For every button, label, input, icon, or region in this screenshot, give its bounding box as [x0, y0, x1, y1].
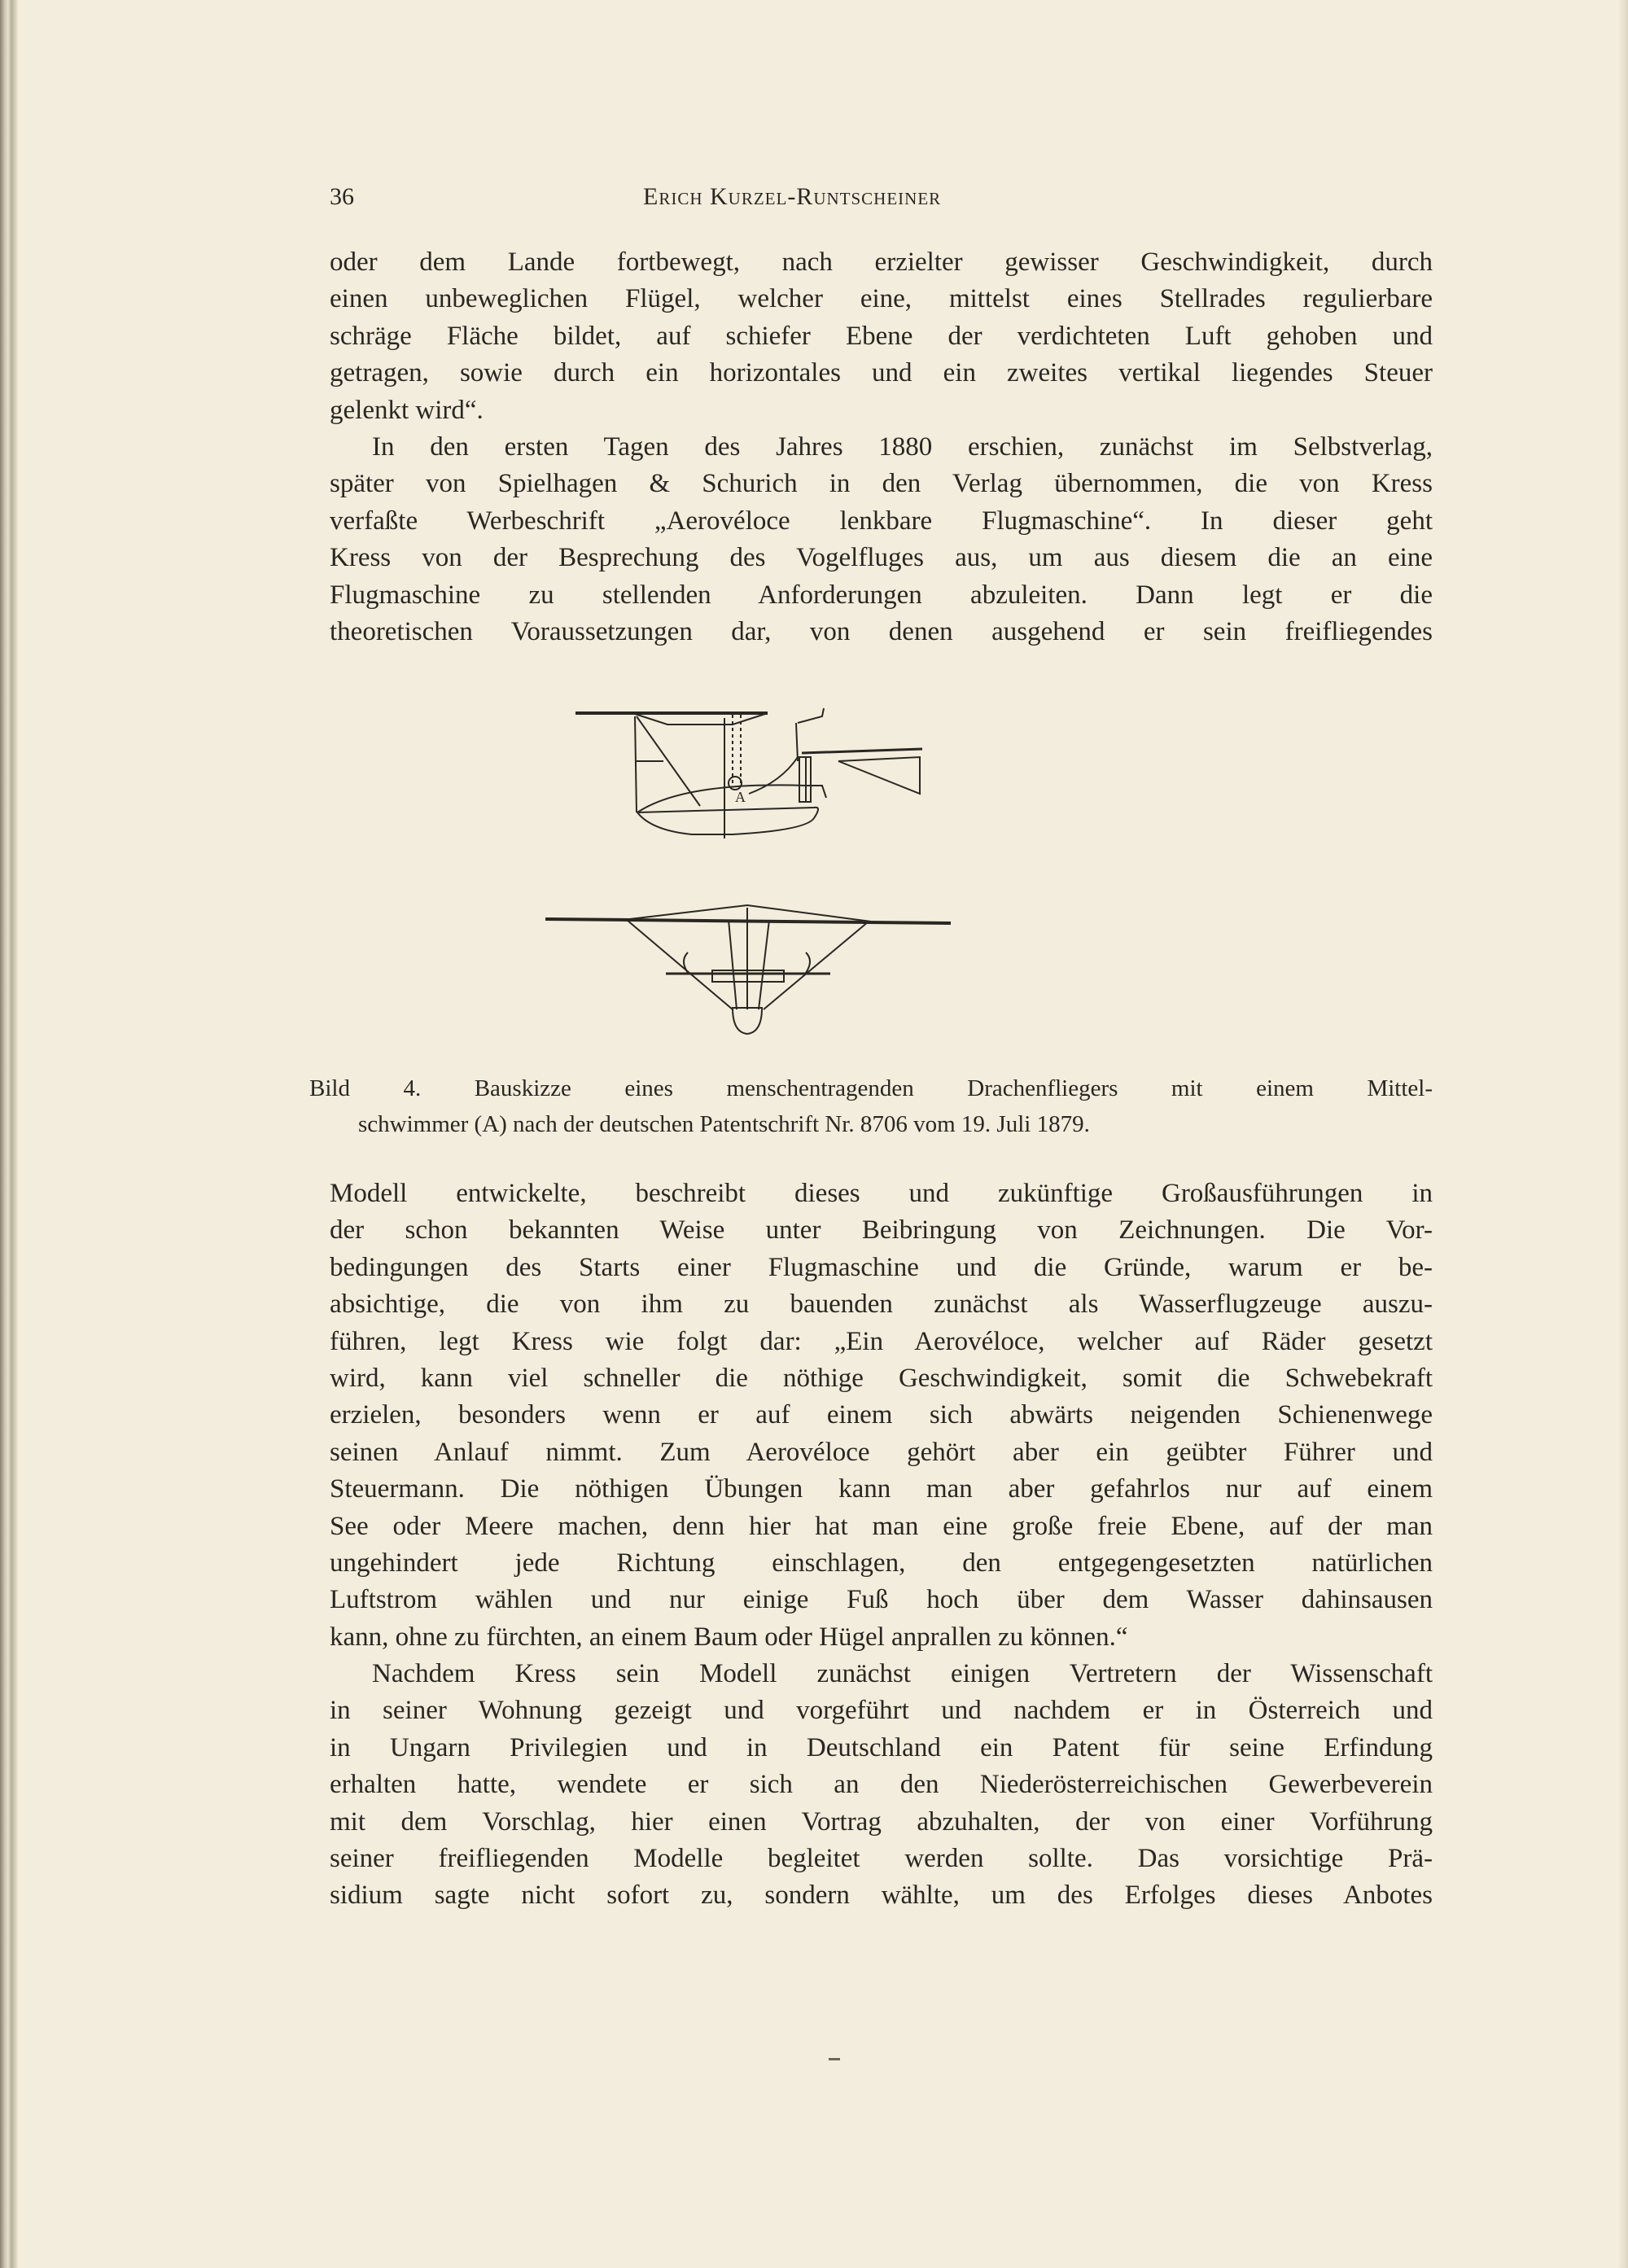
text-line: der schon bekannten Weise unter Beibringung von Zeichnungen. Die Vor-	[330, 1215, 1433, 1246]
figure-caption	[309, 1071, 1433, 1142]
caption-line: Bild 4. Bauskizze eines menschentragenden Drachenfliegers mit einem Mittel-	[309, 1075, 1433, 1101]
text-line: oder dem Lande fortbewegt, nach erzielter gewisser Geschwindigkeit, durch	[330, 247, 1433, 277]
text-line: See oder Meere machen, denn hier hat man eine große freie Ebene, auf der man	[330, 1511, 1433, 1541]
side-view-drawing	[575, 708, 922, 838]
text-line: Steuermann. Die nöthigen Übungen kann man aber gefahrlos nur auf einem	[330, 1474, 1433, 1504]
text-line: theoretischen Voraussetzungen dar, von denen ausgehend er sein freifliegendes	[330, 616, 1433, 646]
footer-mark	[829, 2058, 840, 2060]
text-line: wird, kann viel schneller die nöthige Geschwindigkeit, somit die Schwebekraft	[330, 1363, 1433, 1393]
text-line: Modell entwickelte, beschreibt dieses und zukünftige Großausführungen in	[330, 1179, 1433, 1208]
text-line: bedingungen des Starts einer Flugmaschine und die Gründe, warum er be-	[330, 1252, 1433, 1282]
text-line: absichtige, die von ihm zu bauenden zunächst als Wasserflugzeuge auszu-	[330, 1289, 1433, 1320]
text-line: seiner freifliegenden Modelle begleitet werden sollte. Das vorsichtige Prä-	[330, 1844, 1433, 1874]
text-line: schräge Fläche bildet, auf schiefer Ebene der verdichteten Luft gehoben und	[330, 321, 1433, 351]
running-title: Erich Kurzel-Runtscheiner	[643, 183, 942, 210]
text-line: später von Spielhagen & Schurich in den Verlag übernommen, die von Kress	[330, 469, 1433, 499]
text-line: ungehindert jede Richtung einschlagen, den entgegengesetzten natürlichen	[330, 1548, 1433, 1578]
text-line: Nachdem Kress sein Modell zunächst einigen Vertretern der Wissenschaft	[372, 1659, 1433, 1689]
text-line: sidium sagte nicht sofort zu, sondern wählte, um des Erfolges dieses Anbotes	[330, 1881, 1433, 1911]
text-line: gelenkt wird“.	[330, 395, 484, 425]
text-line: Flugmaschine zu stellenden Anforderungen abzuleiten. Dann legt er die	[330, 580, 1433, 610]
page-number: 36	[330, 183, 354, 210]
text-line: seinen Anlauf nimmt. Zum Aerovéloce gehört aber ein geübter Führer und	[330, 1437, 1433, 1467]
text-line: verfaßte Werbeschrift „Aerovéloce lenkbare Flugmaschine“. In dieser geht	[330, 506, 1433, 536]
text-line: erhalten hatte, wendete er sich an den Niederösterreichischen Gewerbeverein	[330, 1770, 1433, 1800]
text-line: in seiner Wohnung gezeigt und vorgeführt und nachdem er in Österreich und	[330, 1696, 1433, 1726]
text-line: Luftstrom wählen und nur einige Fuß hoch über dem Wasser dahinsausen	[330, 1585, 1433, 1615]
text-line: Kress von der Besprechung des Vogelfluges aus, um aus diesem die an eine	[330, 543, 1433, 573]
caption-line: schwimmer (A) nach der deutschen Patentschrift Nr. 8706 vom 19. Juli 1879.	[358, 1111, 1090, 1137]
front-view-drawing	[545, 905, 951, 1034]
text-line: In den ersten Tagen des Jahres 1880 erschien, zunächst im Selbstverlag,	[372, 431, 1433, 462]
text-line: in Ungarn Privilegien und in Deutschland ein Patent für seine Erfindung	[330, 1732, 1433, 1762]
text-line: einen unbeweglichen Flügel, welcher eine, mittelst eines Stellrades regulierbare	[330, 284, 1433, 314]
text-line: erzielen, besonders wenn er auf einem sich abwärts neigenden Schienenwege	[330, 1400, 1433, 1430]
text-line: mit dem Vorschlag, hier einen Vortrag abzuhalten, der von einer Vorführung	[330, 1806, 1433, 1837]
text-line: führen, legt Kress wie folgt dar: „Ein Aerovéloce, welcher auf Räder gesetzt	[330, 1326, 1433, 1356]
text-block-bottom	[330, 1176, 1433, 1915]
text-line: getragen, sowie durch ein horizontales und ein zweites vertikal liegendes Steuer	[330, 358, 1433, 388]
float-label: A	[735, 789, 746, 805]
text-line: kann, ohne zu fürchten, an einem Baum oder Hügel anprallen zu können.“	[330, 1622, 1128, 1652]
